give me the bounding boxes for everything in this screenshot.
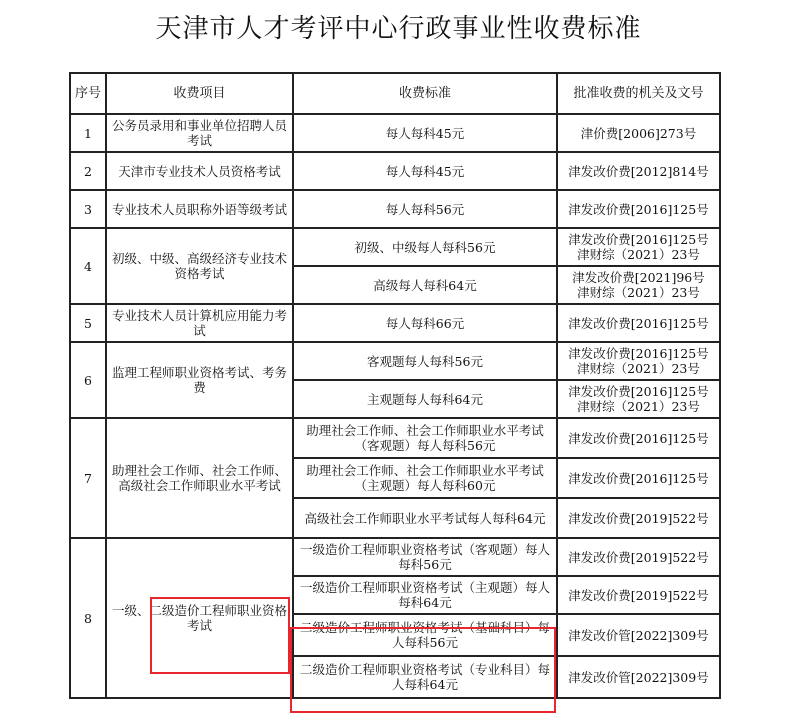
item-prefix: 一级、 [111,603,150,618]
standard-cell: 助理社会工作师、社会工作师职业水平考试（客观题）每人每科56元 [293,418,557,458]
authority-line: 津发改价管[2022]309号 [568,627,709,643]
standard-cell: 高级每人每科64元 [293,266,557,304]
header-authority: 批准收费的机关及文号 [557,73,720,114]
item-cell: 公务员录用和事业单位招聘人员考试 [106,114,293,152]
table-row [70,152,720,190]
authority-line: 津发改价费[2016]125号 [568,315,709,331]
item-cell: 助理社会工作师、社会工作师、高级社会工作师职业水平考试 [106,418,293,538]
authority-cell [557,614,720,656]
authority-cell [557,498,720,538]
seq-cell: 5 [70,304,106,342]
table-header-row [70,73,720,114]
standard-cell: 助理社会工作师、社会工作师职业水平考试（主观题）每人每科60元 [293,458,557,498]
standard-cell: 每人每科66元 [293,304,557,342]
standard-cell: 高级社会工作师职业水平考试每人每科64元 [293,498,557,538]
seq-cell: 3 [70,190,106,228]
authority-cell [557,152,720,190]
item-cell: 专业技术人员计算机应用能力考试 [106,304,293,342]
standard-cell: 一级造价工程师职业资格考试（主观题）每人每科64元 [293,576,557,614]
authority-line: 津发改价费[2019]522号 [568,510,709,526]
seq-cell: 7 [70,418,106,538]
authority-line: 津发改价费[2019]522号 [568,549,709,565]
table-row [70,304,720,342]
table-row [70,114,720,152]
page-title: 天津市人才考评中心行政事业性收费标准 [155,14,642,44]
table-row [70,342,720,380]
authority-line: 津发改价费[2016]125号 [568,201,709,217]
standard-cell: 二级造价工程师职业资格考试（专业科目）每人每科64元 [293,656,557,698]
table-row [70,418,720,458]
item-highlighted: 二级造价工程师职业资格考试 [149,603,288,633]
authority-cell [557,266,720,304]
item-cell: 监理工程师职业资格考试、考务费 [106,342,293,418]
seq-cell: 1 [70,114,106,152]
authority-line: 津发改价费[2012]814号 [568,163,709,179]
item-cell: 天津市专业技术人员资格考试 [106,152,293,190]
standard-cell: 每人每科45元 [293,114,557,152]
authority-line: 津发改价管[2022]309号 [568,669,709,685]
standard-cell: 二级造价工程师职业资格考试（基础科目）每人每科56元 [293,614,557,656]
standard-cell: 每人每科56元 [293,190,557,228]
table-row [70,190,720,228]
authority-line: 津财综（2021）23号 [577,285,700,300]
authority-cell [557,114,720,152]
seq-cell: 6 [70,342,106,418]
authority-line: 津财综（2021）23号 [577,399,700,414]
standard-cell: 每人每科45元 [293,152,557,190]
item-cell: 专业技术人员职称外语等级考试 [106,190,293,228]
standard-cell: 初级、中级每人每科56元 [293,228,557,266]
item-cell: 初级、中级、高级经济专业技术资格考试 [106,228,293,304]
header-seq: 序号 [70,73,106,114]
seq-cell: 8 [70,538,106,698]
authority-cell [557,418,720,458]
seq-cell: 4 [70,228,106,304]
authority-cell [557,228,720,266]
header-standard: 收费标准 [293,73,557,114]
fee-table [69,72,721,699]
authority-cell [557,342,720,380]
authority-line: 津发改价费[2016]125号 [568,346,709,361]
authority-line: 津财综（2021）23号 [577,361,700,376]
authority-cell [557,576,720,614]
authority-line: 津财综（2021）23号 [577,247,700,262]
authority-line: 津发改价费[2016]125号 [568,470,709,486]
header-item: 收费项目 [106,73,293,114]
authority-line: 津发改价费[2021]96号 [572,270,705,285]
authority-cell [557,190,720,228]
table-row [70,228,720,266]
authority-cell [557,656,720,698]
authority-cell [557,380,720,418]
seq-cell: 2 [70,152,106,190]
standard-cell: 主观题每人每科64元 [293,380,557,418]
authority-cell [557,304,720,342]
authority-line: 津价费[2006]273号 [580,125,697,141]
authority-line: 津发改价费[2016]125号 [568,430,709,446]
authority-line: 津发改价费[2016]125号 [568,232,709,247]
authority-line: 津发改价费[2019]522号 [568,587,709,603]
item-cell [106,538,293,698]
authority-line: 津发改价费[2016]125号 [568,384,709,399]
table-row [70,538,720,576]
authority-cell [557,538,720,576]
standard-cell: 客观题每人每科56元 [293,342,557,380]
authority-cell [557,458,720,498]
standard-cell: 一级造价工程师职业资格考试（客观题）每人每科56元 [293,538,557,576]
